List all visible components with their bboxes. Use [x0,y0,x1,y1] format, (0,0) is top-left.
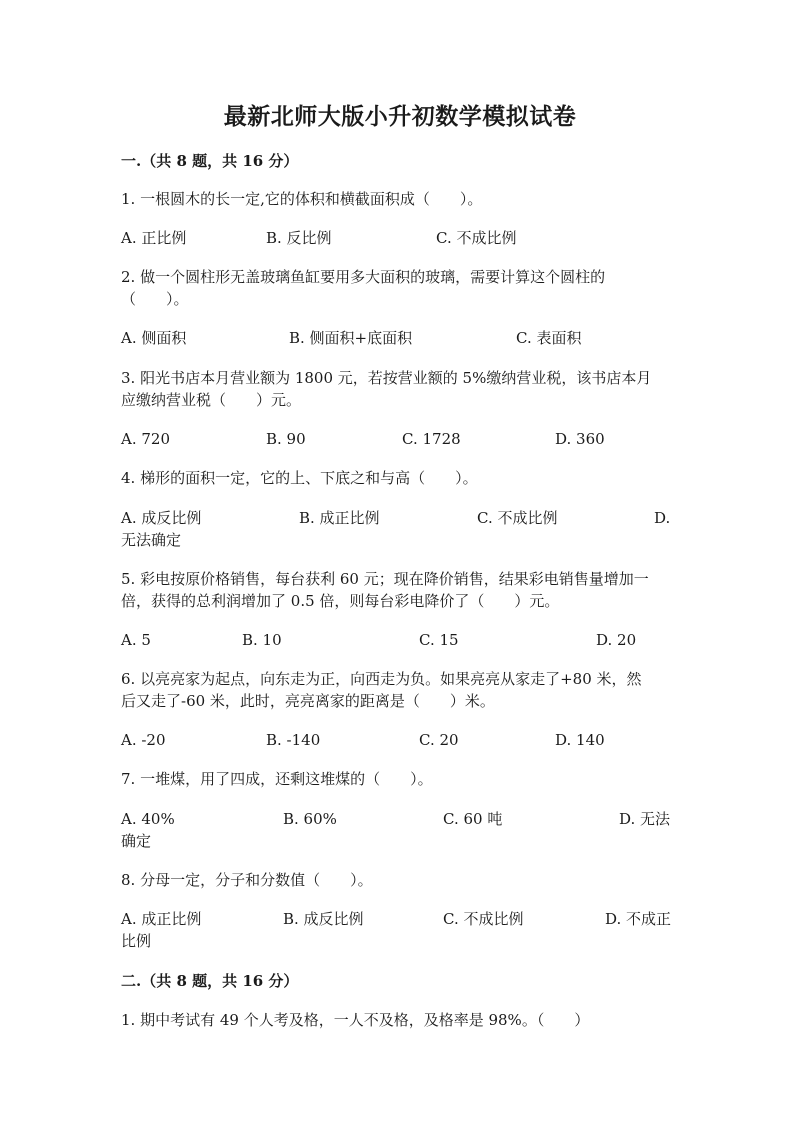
q1-option-c[interactable]: C. 不成比例 [436,229,517,247]
q3-option-c[interactable]: C. 1728 [402,430,461,448]
question-2-line-1: 2. 做一个圆柱形无盖玻璃鱼缸要用多大面积的玻璃，需要计算这个圆柱的 [121,268,606,286]
q4-option-a[interactable]: A. 成反比例 [121,509,202,527]
q7-option-d-continued[interactable]: 确定 [121,832,152,850]
question-4: 4. 梯形的面积一定，它的上、下底之和与高（ ）。 [121,469,478,487]
q7-option-a[interactable]: A. 40% [121,810,175,828]
q5-option-d[interactable]: D. 20 [596,631,637,649]
q2-option-c[interactable]: C. 表面积 [516,329,582,347]
question-3-line-1: 3. 阳光书店本月营业额为 1800 元，若按营业额的 5%缴纳营业税，该书店本月 [121,369,652,387]
question-6-line-1: 6. 以亮亮家为起点，向东走为正，向西走为负。如果亮亮从家走了+80 米，然 [121,670,642,688]
q5-option-c[interactable]: C. 15 [419,631,459,649]
question-5-line-1: 5. 彩电按原价格销售，每台获利 60 元；现在降价销售，结果彩电销售量增加一 [121,570,649,588]
q3-option-d[interactable]: D. 360 [555,430,605,448]
question-3-line-2: 应缴纳营业税（ ）元。 [121,391,302,409]
q4-option-d-continued[interactable]: 无法确定 [121,531,182,549]
q5-option-a[interactable]: A. 5 [121,631,151,649]
q3-option-a[interactable]: A. 720 [121,430,170,448]
page-title: 最新北师大版小升初数学模拟试卷 [223,103,577,130]
q8-option-b[interactable]: B. 成反比例 [283,910,364,928]
question-6-line-2: 后又走了-60 米，此时，亮亮离家的距离是（ ）米。 [121,692,495,710]
q6-option-a[interactable]: A. -20 [121,731,166,749]
q6-option-c[interactable]: C. 20 [419,731,459,749]
q4-option-d[interactable]: D. [654,509,671,527]
q1-option-b[interactable]: B. 反比例 [266,229,332,247]
q3-option-b[interactable]: B. 90 [266,430,306,448]
question-1: 1. 一根圆木的长一定,它的体积和横截面积成（ ）。 [121,190,483,208]
q5-option-b[interactable]: B. 10 [242,631,282,649]
question-7: 7. 一堆煤，用了四成，还剩这堆煤的（ ）。 [121,770,433,788]
q7-option-d[interactable]: D. 无法 [619,810,671,828]
q8-option-a[interactable]: A. 成正比例 [121,910,202,928]
q2-option-a[interactable]: A. 侧面积 [121,329,187,347]
question-2-line-2: （ ）。 [121,290,189,308]
q7-option-c[interactable]: C. 60 吨 [443,810,503,828]
section-heading-1: 一.（共 8 题，共 16 分） [121,152,299,170]
q4-option-b[interactable]: B. 成正比例 [299,509,380,527]
question-5-line-2: 倍，获得的总利润增加了 0.5 倍，则每台彩电降价了（ ）元。 [121,592,560,610]
section-heading-2: 二.（共 8 题，共 16 分） [121,972,299,990]
q1-option-a[interactable]: A. 正比例 [121,229,187,247]
q6-option-b[interactable]: B. -140 [266,731,321,749]
q4-option-c[interactable]: C. 不成比例 [477,509,558,527]
q2-option-b[interactable]: B. 侧面积+底面积 [289,329,413,347]
q6-option-d[interactable]: D. 140 [555,731,605,749]
q8-option-d[interactable]: D. 不成正 [605,910,672,928]
section-2-question-1: 1. 期中考试有 49 个人考及格，一人不及格，及格率是 98%。（ ） [121,1011,590,1029]
q8-option-c[interactable]: C. 不成比例 [443,910,524,928]
question-8: 8. 分母一定，分子和分数值（ ）。 [121,871,373,889]
q8-option-d-continued[interactable]: 比例 [121,932,152,950]
q7-option-b[interactable]: B. 60% [283,810,337,828]
